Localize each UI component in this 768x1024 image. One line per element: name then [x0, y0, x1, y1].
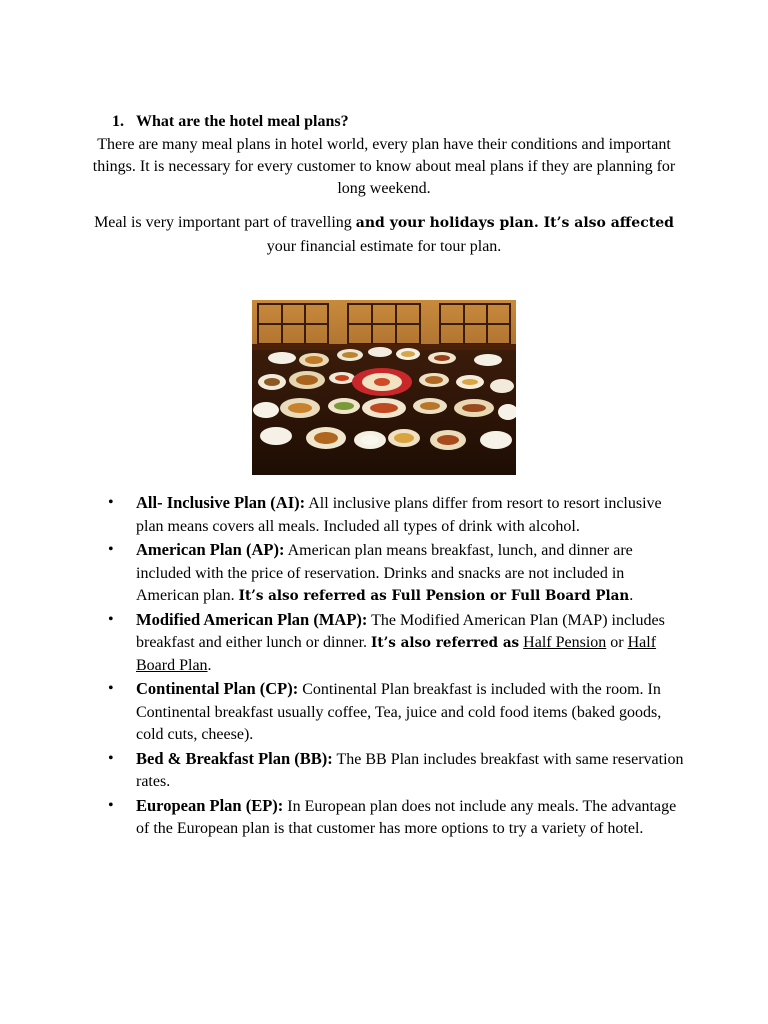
heading-text: What are the hotel meal plans?: [136, 113, 349, 130]
bullet-icon: •: [108, 610, 114, 628]
section-heading: [112, 111, 672, 133]
plan-title: Continental Plan (CP):: [136, 679, 299, 698]
meal-paragraph: [92, 211, 676, 258]
bullet-icon: •: [108, 494, 114, 511]
bullet-icon: •: [108, 680, 114, 697]
plan-title: European Plan (EP):: [136, 795, 284, 815]
bullet-icon: •: [108, 749, 114, 767]
list-item: [108, 678, 688, 747]
bullet-icon: •: [108, 541, 114, 558]
heading-number: 1.: [112, 113, 124, 130]
meal-emphasis: and your holidays plan. It’s also affected: [355, 215, 674, 231]
bullet-icon: •: [108, 796, 114, 814]
list-item: [108, 609, 688, 678]
plan-text: Continental Plan breakfast is included with the room. In Continental breakfast usually coffee, Tea, juice and cold food items (baked goods, cold cuts, cheese).: [136, 681, 662, 743]
plan-title: Modified American Plan (MAP):: [136, 609, 368, 629]
list-item: [108, 795, 688, 841]
food-table-photo: [252, 300, 516, 475]
plan-title: All- Inclusive Plan (AI):: [136, 493, 306, 512]
meal-plan-list: [108, 492, 688, 842]
plan-text: The Modified American Plan (MAP) includes breakfast and either lunch or dinner.: [136, 611, 665, 651]
plan-text: In European plan does not include any meals. The advantage of the European plan is that customer has more options to try a variety of hotel.: [136, 797, 677, 837]
plan-emphasis: It’s also referred as: [371, 635, 520, 651]
half-pension-link[interactable]: Half Pension: [523, 634, 607, 651]
meal-text-1: Meal is very important part of travelling: [94, 214, 356, 231]
intro-paragraph: There are many meal plans in hotel world, every plan have their conditions and important things. It is necessary for every customer to know about meal plans if they are planning for long weekend.: [92, 136, 676, 197]
meal-text-2: your financial estimate for tour plan.: [266, 238, 502, 255]
plan-text-end: .: [207, 656, 212, 674]
plan-text: American plan means breakfast, lunch, and dinner are included with the price of reservation. Drinks and snacks are not included in American plan.: [136, 542, 633, 604]
plan-title: American Plan (AP):: [136, 540, 285, 559]
plan-emphasis: It’s also referred as Full Pension or Full Board Plan: [238, 588, 630, 604]
plan-text: The BB Plan includes breakfast with same reservation rates.: [136, 750, 684, 790]
list-item: [108, 492, 688, 538]
plan-or: or: [606, 634, 628, 651]
half-board-plan-link[interactable]: Half Board Plan: [136, 634, 657, 674]
plan-text-end: .: [629, 587, 634, 604]
plan-title: Bed & Breakfast Plan (BB):: [136, 748, 333, 768]
plan-text: All inclusive plans differ from resort to resort inclusive plan means covers all meals. Included all types of drink with alcohol.: [136, 495, 662, 535]
list-item: [108, 748, 688, 794]
list-item: [108, 539, 688, 608]
